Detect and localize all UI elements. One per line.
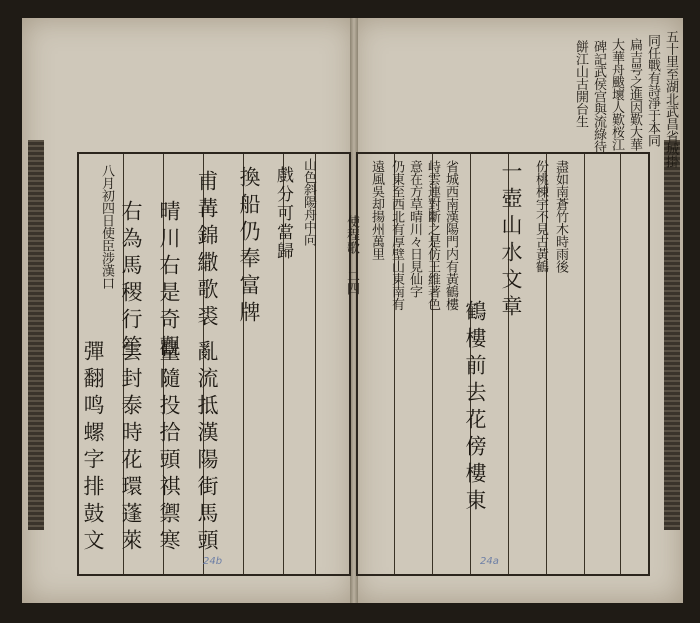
top-text-column: 餅江山古開台生 bbox=[573, 40, 588, 128]
poem-line: 右為馬稷行笙 bbox=[119, 200, 143, 362]
left-edge-shadow bbox=[28, 140, 44, 530]
top-text-column: 碑記武侯宫與流綠待 bbox=[591, 40, 606, 153]
poem-heading: 鶴樓前去花傍樓東 bbox=[463, 300, 487, 516]
right-edge-shadow bbox=[664, 140, 680, 530]
poem-line: 彈翻鸣螺字排鼓文 bbox=[81, 340, 105, 556]
top-text-column: 大華舟颰壞人歎桜江 bbox=[609, 38, 624, 151]
text-column: 遠風吳却揚州萬里 bbox=[369, 160, 384, 260]
top-text-column: 五十里至湖北武昌省城掛 bbox=[663, 30, 678, 168]
text-column: 意在方草晴川々日見仙字 bbox=[407, 160, 422, 298]
poem-line: 換船仍奉富牌 bbox=[237, 166, 261, 328]
top-text-column: 同任戰有詩淨于本同 bbox=[645, 34, 660, 147]
poem-line: 晴川右是奇觀 bbox=[157, 200, 181, 362]
poem-line: 甫冓錦繖歌裘 bbox=[195, 170, 219, 332]
poem-line: 戲分可當歸 bbox=[273, 166, 293, 261]
text-column: 八月初四日使臣涉漢口 bbox=[99, 164, 114, 289]
text-column: 山色斜陽舟中向 bbox=[301, 158, 316, 246]
poem-line: 量隨投拾頭祺禦寒 bbox=[157, 340, 181, 556]
poem-heading: 一壺山水文章 bbox=[499, 160, 523, 322]
text-column: 峙雲連對斷之是仿王維著色 bbox=[425, 160, 440, 310]
poem-line: 亂流抵漢陽街馬頭 bbox=[195, 340, 219, 556]
poem-line: 雲封泰時花環蓬萊 bbox=[119, 340, 143, 556]
text-column: 仍東至西北有厚壁山東南有 bbox=[389, 160, 404, 310]
center-page-label: 使程歌 二四 bbox=[344, 215, 359, 295]
pencil-folio-note: 24a bbox=[480, 556, 499, 567]
pencil-folio-note: 24b bbox=[203, 556, 223, 567]
text-column: 份桃棟宇不見古黃鶴 bbox=[533, 160, 548, 273]
text-column: 省城西南漢陽門内有黃鶴樓 bbox=[443, 160, 458, 310]
top-text-column: 扁吉咢之進因歎大華 bbox=[627, 38, 642, 151]
text-column: 盡如南蒼竹木時雨後 bbox=[553, 160, 568, 273]
